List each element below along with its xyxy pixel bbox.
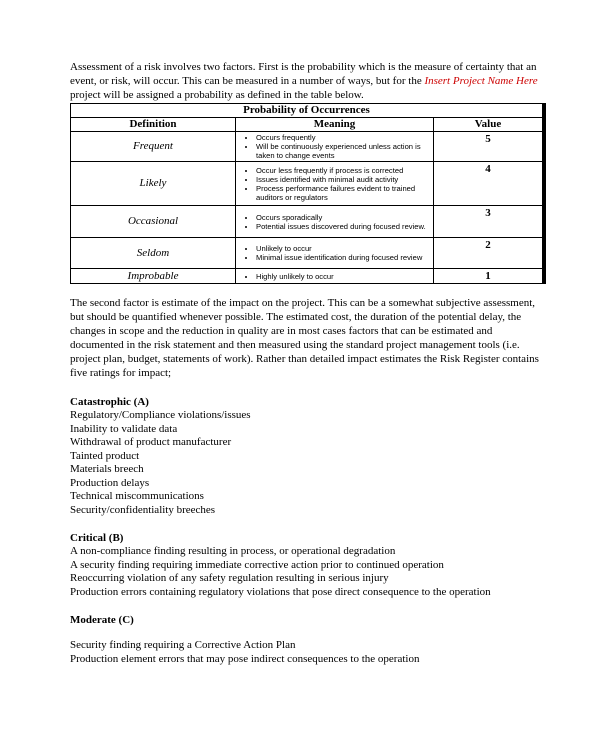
list-item: Production element errors that may pose indirect consequences to the operation xyxy=(70,652,420,665)
row-meaning xyxy=(236,238,434,269)
intro-paragraph xyxy=(70,60,546,102)
row-definition: Occasional xyxy=(71,206,236,238)
critical-section xyxy=(70,531,546,599)
table-row xyxy=(71,269,545,284)
header-value: Value xyxy=(434,118,545,132)
list-item: Security/confidentiality breeches xyxy=(70,503,216,516)
list-item: A security finding requiring immediate corrective action prior to continued operation xyxy=(70,558,444,571)
meaning-item: • Will be continuously experienced unless action is taken to change events xyxy=(256,142,433,160)
row-value: 5 xyxy=(434,132,545,162)
document-page xyxy=(70,60,546,666)
row-value: 1 xyxy=(434,269,545,284)
table-title: Probability of Occurrences xyxy=(71,104,545,118)
list-item: Security finding requiring a Corrective Action Plan xyxy=(70,639,296,651)
catastrophic-heading: Catastrophic (A) xyxy=(70,396,149,408)
catastrophic-section xyxy=(70,395,546,517)
row-definition: Seldom xyxy=(71,238,236,269)
meaning-item: • Unlikely to occur xyxy=(256,244,433,253)
critical-heading: Critical (B) xyxy=(70,532,124,544)
intro-text: Assessment of a risk involves two factors. First is the probability which is the measure of certainty that an event, or risk, will occur. This can be measured in a number of ways, but for the xyxy=(70,61,537,87)
meaning-item: • Occurs frequently xyxy=(256,133,433,142)
row-definition: Improbable xyxy=(71,269,236,284)
row-meaning xyxy=(236,206,434,238)
list-item: Technical miscommunications xyxy=(70,490,204,502)
header-meaning: Meaning xyxy=(236,118,434,132)
meaning-item: • Occur less frequently if process is corrected xyxy=(256,166,433,175)
list-item: Materials breech xyxy=(70,463,144,475)
table-row xyxy=(71,238,545,269)
list-item: Regulatory/Compliance violations/issues xyxy=(70,409,251,421)
intro-text-end: project will be assigned a probability as defined in the table below. xyxy=(70,89,364,101)
row-value: 2 xyxy=(434,238,545,269)
table-row xyxy=(71,206,545,238)
list-item: Reoccurring violation of any safety regulation resulting in serious injury xyxy=(70,572,389,584)
list-item: A non-compliance finding resulting in process, or operational degradation xyxy=(70,545,396,557)
meaning-item: • Issues identified with minimal audit activity xyxy=(256,175,433,184)
header-definition: Definition xyxy=(71,118,236,132)
row-definition: Frequent xyxy=(71,132,236,162)
table-row xyxy=(71,162,545,206)
list-item: Production errors containing regulatory violations that pose direct consequence to the operation xyxy=(70,585,491,598)
meaning-item: • Minimal issue identification during focused review xyxy=(256,253,433,262)
meaning-item: • Potential issues discovered during focused review. xyxy=(256,222,433,231)
row-definition: Likely xyxy=(71,162,236,206)
meaning-item: • Process performance failures evident to trained auditors or regulators xyxy=(256,184,433,202)
row-meaning xyxy=(236,269,434,284)
list-item: Production delays xyxy=(70,476,150,489)
impact-paragraph: The second factor is estimate of the impact on the project. This can be a somewhat subjective assessment, but should be quantified whenever possible. The estimated cost, the duration of the potential delay, the changes in scope and the reduction in quality are in most cases factors that can be estimated and documented in the risk statement and then measured using the standard project management tools (i.e. project plan, budget, statements of work). Rather than detailed impact estimates the Risk Register contains five ratings for impact; xyxy=(70,297,539,379)
row-meaning xyxy=(236,132,434,162)
meaning-item: • Occurs sporadically xyxy=(256,213,433,222)
probability-table xyxy=(70,103,546,284)
project-name-placeholder: Insert Project Name Here xyxy=(424,75,538,87)
meaning-item: • Highly unlikely to occur xyxy=(256,272,433,281)
moderate-heading: Moderate (C) xyxy=(70,614,134,626)
moderate-section xyxy=(70,613,546,666)
list-item: Withdrawal of product manufacturer xyxy=(70,436,232,448)
table-row xyxy=(71,132,545,162)
row-value: 4 xyxy=(434,162,545,206)
row-value: 3 xyxy=(434,206,545,238)
list-item: Tainted product xyxy=(70,449,140,462)
row-meaning xyxy=(236,162,434,206)
list-item: Inability to validate data xyxy=(70,422,178,435)
